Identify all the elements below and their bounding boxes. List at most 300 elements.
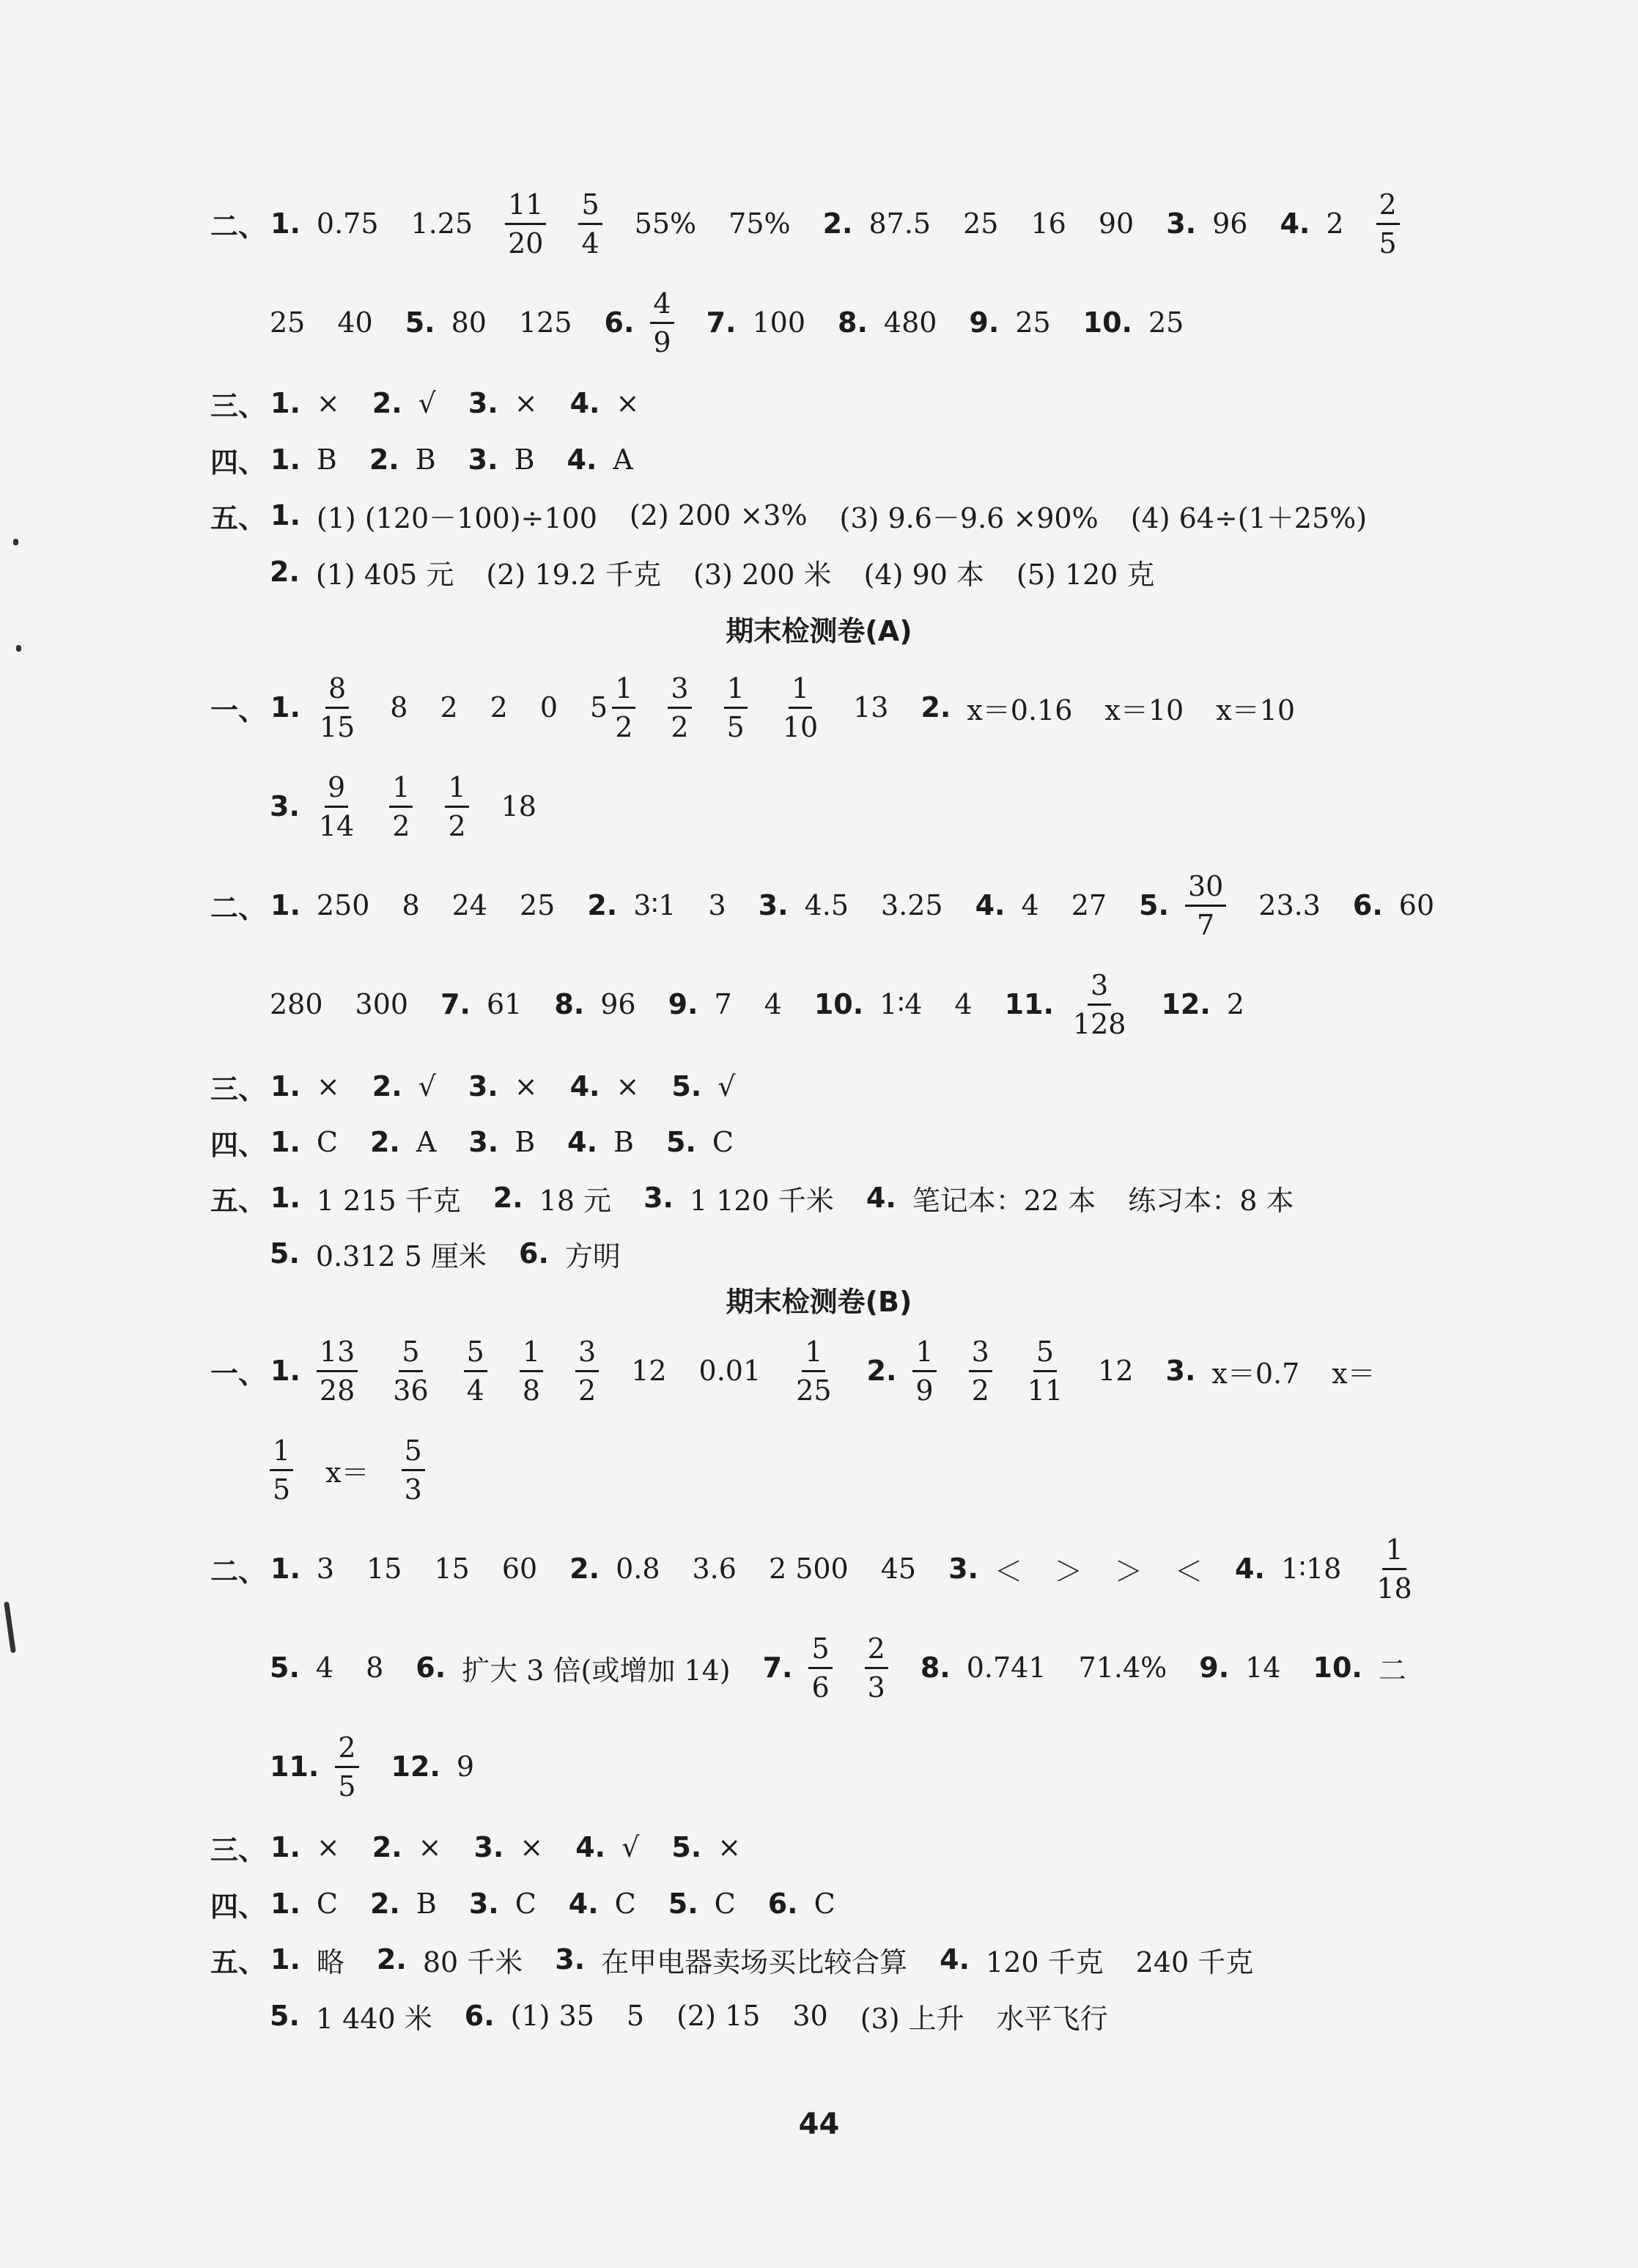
answer-value: 15 — [434, 1553, 470, 1585]
answer-value: C — [814, 1888, 835, 1920]
question-number: 12. — [391, 1750, 440, 1783]
answer-value: 1 440 米 — [315, 2002, 432, 2035]
answer-value: 90 — [1098, 207, 1135, 240]
answer-value: 8 — [366, 1652, 384, 1684]
answer-items — [270, 1070, 767, 1102]
question-number: 10. — [1082, 306, 1132, 339]
section-label: 二、 — [210, 1555, 267, 1588]
answer-value: ＞ — [1055, 1555, 1083, 1588]
fraction — [808, 1632, 832, 1704]
fraction — [668, 671, 691, 743]
whole-part: 5 — [590, 691, 608, 724]
question-number: 5. — [671, 1070, 702, 1102]
answer-value: 80 — [451, 306, 487, 339]
question-number: 3. — [555, 1943, 586, 1976]
answer-value: 16 — [1030, 207, 1066, 240]
answer-value: × — [616, 387, 640, 419]
answer-items — [270, 1126, 766, 1158]
numerator: 5 — [399, 1338, 422, 1372]
answer-value: 25 — [1015, 306, 1051, 339]
question-number: 2. — [822, 207, 853, 240]
answer-items — [270, 1434, 457, 1506]
answer-value: 18 — [501, 790, 536, 822]
answer-items — [270, 770, 569, 842]
page-number: 44 — [798, 2107, 840, 2141]
numerator: 2 — [335, 1734, 358, 1768]
question-number: 10. — [814, 988, 864, 1020]
answer-line — [0, 869, 1638, 941]
section-heading: 期末检测卷(B) — [726, 1286, 912, 1318]
answer-value: 120 千克 — [986, 1945, 1104, 1978]
answer-value: 4 — [954, 988, 973, 1020]
answer-value: × — [316, 1070, 340, 1102]
fraction — [402, 1434, 425, 1506]
answer-value: 40 — [337, 306, 373, 339]
scan-mark — [16, 645, 21, 652]
question-number: 1. — [270, 1943, 300, 1976]
answer-value: 250 — [316, 889, 370, 921]
denominator: 2 — [971, 1374, 989, 1407]
numerator: 5 — [1033, 1338, 1057, 1372]
numerator: 1 — [1382, 1536, 1406, 1570]
answer-line — [0, 493, 1638, 537]
answer-value: × — [717, 1831, 742, 1863]
fraction — [389, 770, 413, 842]
question-number: 1. — [270, 207, 300, 240]
answer-line — [0, 188, 1638, 259]
question-number: 2. — [369, 1126, 400, 1158]
question-number: 7. — [440, 988, 471, 1020]
answer-value: 0 — [539, 691, 558, 724]
answer-items — [270, 1831, 773, 1863]
answer-value: 280 — [270, 988, 323, 1020]
answer-items — [270, 496, 1399, 536]
answer-value: C — [316, 1888, 338, 1920]
answer-value: x＝10 — [1216, 693, 1296, 726]
fraction — [969, 1335, 992, 1407]
answer-value: 23.3 — [1258, 889, 1321, 921]
question-number: 3. — [468, 387, 498, 419]
answer-value: (1) 405 元 — [315, 558, 454, 591]
answer-value: 4 — [764, 988, 782, 1020]
answer-value: 笔记本：22 本 — [912, 1184, 1096, 1217]
question-number: 6. — [519, 1237, 549, 1270]
question-number: 4. — [569, 387, 600, 419]
answer-value: 3.6 — [692, 1553, 737, 1585]
answer-value: 18 元 — [539, 1184, 612, 1217]
answer-value: 125 — [518, 306, 572, 339]
section-heading: 期末检测卷(A) — [726, 615, 912, 647]
question-number: 4. — [567, 443, 597, 476]
answer-value: 0.01 — [698, 1355, 761, 1387]
question-number: 2. — [372, 1070, 402, 1102]
answer-value: 1∶18 — [1280, 1553, 1342, 1585]
fraction — [1025, 1335, 1066, 1407]
question-number: 5. — [668, 1888, 698, 1920]
answer-value: A — [613, 443, 633, 476]
question-number: 2. — [369, 1888, 400, 1920]
answer-line — [0, 550, 1638, 594]
denominator: 2 — [392, 809, 410, 842]
question-number: 1. — [270, 1831, 300, 1863]
denominator: 8 — [522, 1374, 540, 1407]
answer-value: (1) 35 — [510, 2000, 594, 2032]
section-label: 二、 — [210, 891, 267, 924]
answer-value: 3.25 — [881, 889, 943, 921]
denominator: 6 — [811, 1671, 830, 1704]
answer-value: 水平飞行 — [996, 2002, 1108, 2035]
answer-value: 80 千米 — [422, 1945, 523, 1978]
answer-line — [0, 1533, 1638, 1605]
denominator: 3 — [867, 1671, 885, 1704]
denominator: 2 — [671, 710, 689, 743]
fraction — [578, 188, 602, 259]
question-number: 2. — [492, 1182, 523, 1214]
numerator: 5 — [808, 1635, 832, 1669]
answer-value: 0.8 — [616, 1553, 660, 1585]
answer-value: × — [520, 1831, 544, 1863]
section-label: 四、 — [210, 1128, 267, 1161]
answer-value: 2 — [1226, 988, 1244, 1020]
question-number: 11. — [1004, 988, 1054, 1020]
answer-value: 2 — [440, 691, 458, 724]
answer-value: 3∶1 — [633, 889, 676, 921]
answer-value: 71.4% — [1078, 1652, 1167, 1684]
answer-line — [0, 1994, 1638, 2038]
answer-value: 60 — [501, 1553, 538, 1585]
numerator: 1 — [270, 1437, 293, 1471]
answer-value: 25 — [1148, 306, 1184, 339]
answer-value: 扩大 3 倍(或增加 14) — [462, 1654, 731, 1687]
question-number: 5. — [671, 1831, 702, 1863]
question-number: 3. — [270, 790, 300, 822]
section-label: 二、 — [210, 210, 267, 243]
denominator: 7 — [1197, 908, 1215, 941]
answer-value: C — [714, 1888, 736, 1920]
answer-value: 60 — [1398, 889, 1435, 921]
fraction — [317, 671, 358, 743]
question-number: 1. — [270, 1355, 300, 1387]
answer-value: 55% — [634, 207, 697, 240]
question-number: 7. — [762, 1652, 793, 1684]
answer-value: B — [316, 443, 337, 476]
answer-value: 1∶4 — [879, 988, 923, 1020]
numerator: 11 — [505, 191, 546, 225]
answer-value: ＜ — [1175, 1555, 1203, 1588]
answer-items — [270, 1731, 506, 1803]
answer-value: 25 — [963, 207, 999, 240]
question-number: 9. — [1199, 1652, 1230, 1684]
answer-items — [270, 1940, 1285, 1980]
denominator: 28 — [319, 1374, 355, 1407]
answer-value: 14 — [1245, 1652, 1281, 1684]
question-number: 4. — [568, 1888, 599, 1920]
section-label: 五、 — [210, 1184, 267, 1217]
answer-items — [270, 1234, 653, 1274]
answer-value: (2) 15 — [676, 2000, 761, 2032]
answer-line — [0, 438, 1638, 482]
fraction — [390, 1335, 431, 1407]
numerator: 13 — [317, 1338, 358, 1372]
answer-value: (4) 64÷(1＋25%) — [1130, 501, 1368, 534]
answer-value: 12 — [1098, 1355, 1134, 1387]
fraction — [317, 1335, 358, 1407]
fraction — [270, 1434, 293, 1506]
question-number: 2. — [372, 1831, 402, 1863]
question-number: 5. — [665, 1126, 696, 1158]
question-number: 8. — [554, 988, 585, 1020]
fraction — [650, 287, 674, 358]
answer-items — [270, 671, 1327, 743]
denominator: 10 — [782, 710, 819, 743]
numerator: 3 — [575, 1338, 599, 1372]
answer-items — [270, 1178, 1326, 1218]
answer-value: √ — [418, 1070, 436, 1102]
section-label: 一、 — [210, 1357, 267, 1390]
denominator: 4 — [581, 227, 600, 259]
question-number: 10. — [1313, 1652, 1362, 1684]
answer-items — [270, 443, 665, 476]
question-number: 5. — [270, 1652, 300, 1684]
answer-value: 1 120 千米 — [690, 1184, 834, 1217]
fraction — [464, 1335, 487, 1407]
answer-line — [0, 1231, 1638, 1275]
answer-value: 略 — [316, 1945, 344, 1978]
question-number: 3. — [468, 443, 498, 476]
answer-value: C — [514, 1888, 536, 1920]
answer-items — [270, 1533, 1447, 1605]
answer-line — [0, 1064, 1638, 1108]
question-number: 4. — [567, 1126, 598, 1158]
fraction — [724, 671, 748, 743]
answer-value: 100 — [752, 306, 805, 339]
answer-items — [270, 968, 1277, 1040]
question-number: 5. — [1139, 889, 1169, 921]
question-number: 3. — [468, 1126, 499, 1158]
question-number: 4. — [575, 1831, 606, 1863]
denominator: 5 — [726, 710, 745, 743]
question-number: 3. — [643, 1182, 674, 1214]
answer-value: 87.5 — [868, 207, 931, 240]
question-number: 5. — [270, 2000, 300, 2032]
answer-value: 15 — [366, 1553, 402, 1585]
numerator: 1 — [445, 773, 468, 808]
answer-value: (3) 200 米 — [693, 558, 832, 591]
answer-value: B — [415, 443, 436, 476]
numerator: 3 — [969, 1338, 992, 1372]
answer-value: (5) 120 克 — [1016, 558, 1155, 591]
answer-items — [270, 869, 1467, 941]
answer-value: 2 — [490, 691, 508, 724]
answer-value: 25 — [519, 889, 556, 921]
answer-value: x＝0.16 — [967, 693, 1073, 726]
answer-value: 240 千克 — [1135, 1945, 1254, 1978]
numerator: 30 — [1185, 872, 1226, 907]
question-number: 5. — [270, 1237, 300, 1270]
answer-items — [270, 1335, 1408, 1407]
numerator: 5 — [464, 1338, 487, 1372]
numerator: 1 — [520, 1338, 543, 1372]
answer-value: 在甲电器卖场买比较合算 — [601, 1945, 908, 1978]
answer-value: × — [316, 1831, 340, 1863]
denominator: 5 — [1379, 227, 1397, 259]
answer-line — [0, 1937, 1638, 1981]
answer-value: 8 — [402, 889, 420, 921]
answer-line — [0, 1176, 1638, 1220]
answer-line — [0, 1335, 1638, 1407]
answer-value: B — [613, 1126, 634, 1158]
question-number: 5. — [405, 306, 435, 339]
answer-value: (4) 90 本 — [863, 558, 984, 591]
denominator: 9 — [915, 1374, 934, 1407]
question-number: 7. — [706, 306, 737, 339]
numerator: 2 — [865, 1635, 888, 1669]
answer-value: C — [712, 1126, 734, 1158]
denominator: 2 — [578, 1374, 597, 1407]
question-number: 6. — [1352, 889, 1383, 921]
question-number: 9. — [969, 306, 1000, 339]
question-number: 8. — [838, 306, 868, 339]
denominator: 36 — [393, 1374, 429, 1407]
numerator: 3 — [668, 674, 691, 709]
question-number: 2. — [376, 1943, 407, 1976]
numerator: 8 — [325, 674, 349, 709]
answer-value: 96 — [1212, 207, 1248, 240]
answer-value: × — [418, 1831, 442, 1863]
answer-value: √ — [717, 1070, 736, 1102]
answer-value: B — [514, 443, 535, 476]
answer-value: (1) (120－100)÷100 — [316, 501, 597, 534]
answer-value: 5 — [626, 2000, 645, 2032]
numerator: 1 — [789, 674, 812, 709]
question-number: 6. — [767, 1888, 798, 1920]
fraction — [865, 1632, 888, 1704]
answer-value: 300 — [355, 988, 409, 1020]
answer-value: 4 — [1021, 889, 1039, 921]
fraction — [780, 671, 821, 743]
section-label: 三、 — [210, 389, 267, 422]
question-number: 6. — [416, 1652, 446, 1684]
numerator: 2 — [1376, 191, 1400, 225]
answer-value: 0.741 — [966, 1652, 1047, 1684]
answer-value: ＞ — [1115, 1555, 1143, 1588]
question-number: 3. — [1165, 1355, 1196, 1387]
answer-value: (3) 上升 — [860, 2002, 964, 2035]
answer-line — [0, 381, 1638, 425]
question-number: 2. — [921, 691, 951, 724]
answer-value: 4.5 — [804, 889, 849, 921]
numerator: 1 — [802, 1338, 825, 1372]
question-number: 1. — [270, 1888, 300, 1920]
answer-value: 24 — [451, 889, 487, 921]
answer-value: 3 — [316, 1553, 335, 1585]
question-number: 2. — [866, 1355, 897, 1387]
fraction — [793, 1335, 834, 1407]
question-number: 4. — [1235, 1553, 1265, 1585]
answer-value: × — [316, 387, 340, 419]
denominator: 2 — [448, 809, 466, 842]
question-number: 1. — [270, 499, 300, 531]
question-number: 8. — [920, 1652, 951, 1684]
question-number: 4. — [940, 1943, 970, 1976]
answer-value: 7 — [714, 988, 732, 1020]
question-number: 9. — [668, 988, 698, 1020]
answer-value: 12 — [631, 1355, 667, 1387]
answer-value: 1.25 — [410, 207, 473, 240]
question-number: 2. — [587, 889, 618, 921]
question-number: 2. — [369, 443, 399, 476]
answer-value: × — [514, 1070, 538, 1102]
answer-value: 30 — [792, 2000, 828, 2032]
question-number: 2. — [372, 387, 402, 419]
numerator: 5 — [578, 191, 602, 225]
question-number: 3. — [758, 889, 789, 921]
answer-value: 9 — [456, 1750, 475, 1783]
question-number: 4. — [1280, 207, 1310, 240]
numerator: 9 — [325, 773, 348, 808]
fraction — [445, 770, 468, 842]
answer-value: 75% — [728, 207, 791, 240]
answer-value: × — [616, 1070, 640, 1102]
answer-items — [270, 287, 1216, 358]
answer-value: √ — [621, 1831, 640, 1863]
answer-value: (2) 200 ×3% — [629, 499, 808, 531]
answer-value: C — [316, 1126, 338, 1158]
question-number: 1. — [270, 387, 300, 419]
answer-value: x＝10 — [1104, 693, 1184, 726]
answer-value: B — [416, 1888, 437, 1920]
answer-value: 二 — [1378, 1654, 1406, 1687]
fraction — [520, 1335, 543, 1407]
answer-line — [0, 770, 1638, 842]
answer-value: x＝0.7 — [1211, 1357, 1300, 1390]
answer-value: 3 — [708, 889, 726, 921]
question-number: 3. — [1166, 207, 1197, 240]
fraction — [1185, 869, 1226, 941]
question-number: 3. — [948, 1553, 978, 1585]
question-number: 1. — [270, 1126, 300, 1158]
question-number: 4. — [975, 889, 1006, 921]
denominator: 18 — [1376, 1572, 1412, 1605]
denominator: 14 — [318, 809, 355, 842]
answer-line — [0, 1825, 1638, 1869]
numerator: 5 — [402, 1437, 425, 1471]
section-label: 四、 — [210, 446, 267, 479]
answer-value: ＜ — [994, 1555, 1022, 1588]
denominator: 9 — [653, 325, 671, 358]
answer-value: C — [614, 1888, 636, 1920]
denominator: 20 — [508, 227, 544, 259]
question-number: 11. — [270, 1750, 320, 1783]
answer-value: 练习本：8 本 — [1128, 1184, 1294, 1217]
answer-value: 0.75 — [316, 207, 379, 240]
section-label: 三、 — [210, 1833, 267, 1866]
answer-items — [270, 1996, 1140, 2036]
denominator: 25 — [796, 1374, 832, 1407]
answer-value: 4 — [315, 1652, 334, 1684]
question-number: 6. — [604, 306, 635, 339]
section-label: 三、 — [210, 1072, 267, 1105]
answer-line — [0, 287, 1638, 358]
section-label: 四、 — [210, 1890, 267, 1923]
answer-items — [270, 552, 1187, 592]
numerator: 4 — [650, 290, 674, 324]
answer-value: × — [514, 387, 538, 419]
answer-line — [0, 671, 1638, 743]
question-number: 1. — [270, 1553, 300, 1585]
numerator: 1 — [612, 674, 635, 709]
denominator: 15 — [319, 710, 355, 743]
